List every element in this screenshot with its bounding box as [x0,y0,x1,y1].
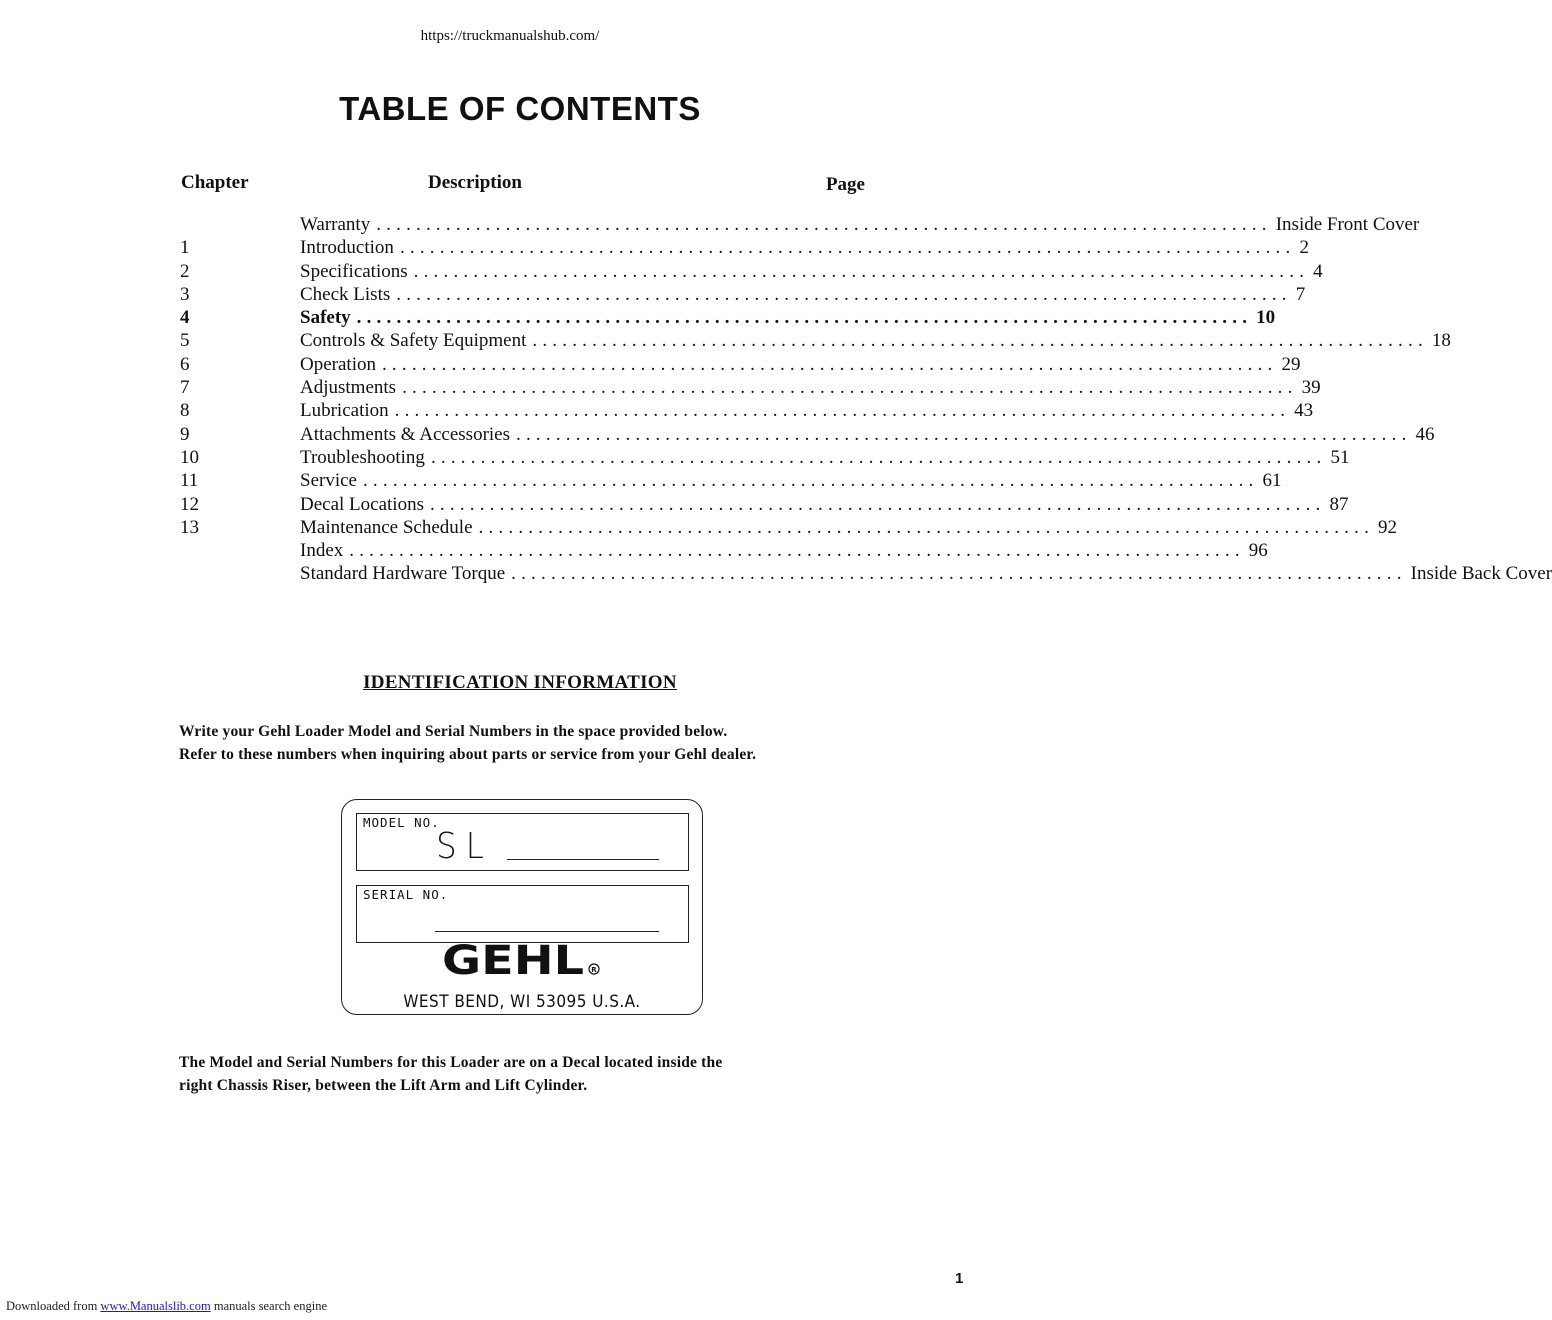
toc-description: Operation [300,353,376,375]
toc-description: Safety [300,307,351,329]
toc-description: Lubrication [300,400,389,422]
toc-row[interactable] [0,399,1314,422]
instructions-line-2: Refer to these numbers when inquiring about parts or service from your Gehl dealer. [179,746,757,763]
toc-page-number: 96 [1248,540,1268,562]
toc-row[interactable] [0,469,1282,492]
toc-chapter-number: 6 [180,353,190,375]
manualslib-link[interactable]: www.Manualslib.com [100,1299,211,1313]
toc-description: Standard Hardware Torque [300,563,506,585]
toc-row[interactable] [0,353,1301,376]
model-number-label: MODEL NO. [363,815,440,830]
toc-page-number: 4 [1313,260,1323,282]
model-number-field[interactable] [356,813,689,871]
toc-page-number: 61 [1262,470,1282,492]
column-header-chapter: Chapter [181,172,249,193]
toc-page-number: Inside Back Cover [1410,563,1552,585]
decal-location-note [179,1051,722,1097]
toc-row[interactable] [0,213,1420,236]
toc-leader-dots: .......................................................................................... [376,214,1272,235]
toc-description: Maintenance Schedule [300,516,473,538]
toc-leader-dots: .......................................................................................... [430,446,1327,468]
toc-row[interactable] [0,376,1321,399]
toc-leader-dots: .......................................................................................... [429,493,1326,515]
toc-leader-dots: .......................................................................................... [381,353,1278,375]
toc-page-number: 51 [1330,446,1350,468]
toc-description: Troubleshooting [300,446,425,468]
model-number-blank-line [507,859,659,860]
toc-row[interactable] [0,539,1268,562]
toc-page-number: 18 [1431,330,1451,352]
toc-page-number: 92 [1378,516,1398,538]
toc-description: Check Lists [300,283,391,305]
svg-text:R: R [591,966,597,974]
toc-row[interactable] [0,260,1323,283]
toc-chapter-number: 2 [180,260,190,282]
toc-chapter-number: 1 [180,237,190,259]
toc-description: Attachments & Accessories [300,423,511,445]
toc-description: Introduction [300,237,394,259]
footer-suffix: manuals search engine [213,1299,327,1313]
toc-chapter-number: 8 [180,400,190,422]
toc-description: Service [300,470,357,492]
toc-description: Warranty [300,214,371,235]
toc-page-number: 10 [1256,307,1276,329]
identification-instructions [179,720,756,766]
toc-chapter-number: 12 [180,493,199,515]
page-title: TABLE OF CONTENTS [339,90,701,127]
toc-chapter-number: 3 [180,283,190,305]
toc-leader-dots: .......................................................................................... [394,400,1291,422]
toc-page-number: 7 [1295,283,1306,305]
toc-description: Decal Locations [300,493,424,515]
toc-page-number: 39 [1301,377,1321,399]
toc-row[interactable] [0,423,1435,446]
source-url: https://truckmanualshub.com/ [420,28,600,44]
toc-leader-dots: .......................................................................................... [349,540,1245,562]
table-of-contents [0,213,1552,586]
serial-number-field[interactable] [356,885,689,943]
gehl-logo-mark [442,938,602,984]
model-number-value: SL [436,826,493,867]
footer-prefix: Downloaded from [6,1299,98,1313]
toc-chapter-number: 11 [180,470,199,492]
identification-plate [341,799,703,1015]
toc-leader-dots: .......................................................................................... [511,563,1407,585]
toc-leader-dots: .......................................................................................... [532,330,1428,352]
toc-row[interactable] [0,283,1306,306]
svg-text:GEHL: GEHL [442,938,584,984]
toc-chapter-number: 5 [180,330,190,352]
toc-leader-dots: .......................................................................................... [362,470,1259,492]
toc-description: Index [300,540,344,562]
toc-chapter-number: 4 [180,307,190,329]
toc-description: Controls & Safety Equipment [300,330,527,352]
toc-chapter-number: 9 [180,423,190,445]
identification-heading: IDENTIFICATION INFORMATION [363,672,677,693]
toc-row[interactable] [0,236,1309,259]
page-number: 1 [955,1270,964,1287]
toc-row[interactable] [0,493,1349,516]
toc-leader-dots: .......................................................................................... [516,423,1412,445]
toc-leader-dots: .......................................................................................... [413,260,1310,282]
serial-number-label: SERIAL NO. [363,887,449,902]
toc-leader-dots: .......................................................................................... [399,237,1296,259]
toc-page-number: 2 [1299,237,1309,259]
serial-number-blank-line [435,931,659,932]
toc-row[interactable] [0,306,1276,329]
toc-page-number: 43 [1294,400,1314,422]
location-line-2: right Chassis Riser, between the Lift Arm and Lift Cylinder. [179,1077,588,1094]
column-header-page: Page [825,174,865,195]
toc-row[interactable] [0,329,1451,352]
toc-page-number: 46 [1415,423,1435,445]
toc-row[interactable] [0,516,1398,539]
toc-description: Specifications [300,260,408,282]
toc-row[interactable] [0,562,1552,585]
toc-chapter-number: 13 [180,516,199,538]
instructions-line-1: Write your Gehl Loader Model and Serial Numbers in the space provided below. [179,723,728,740]
column-header-description: Description [428,172,522,193]
toc-chapter-number: 10 [180,446,199,468]
toc-description: Adjustments [300,377,397,399]
toc-page-number: 87 [1329,493,1349,515]
manufacturer-address: WEST BEND, WI 53095 U.S.A. [403,992,641,1012]
gehl-logo [342,938,702,986]
toc-leader-dots: .......................................................................................... [478,516,1375,538]
toc-page-number: Inside Front Cover [1275,214,1420,235]
toc-row[interactable] [0,446,1350,469]
toc-leader-dots: .......................................................................................... [402,377,1298,399]
toc-leader-dots: .......................................................................................... [356,307,1253,329]
download-footer [6,1299,327,1314]
toc-leader-dots: .......................................................................................... [396,283,1292,305]
toc-chapter-number: 7 [180,377,190,399]
location-line-1: The Model and Serial Numbers for this Loader are on a Decal located inside the [179,1054,723,1071]
toc-page-number: 29 [1281,353,1301,375]
